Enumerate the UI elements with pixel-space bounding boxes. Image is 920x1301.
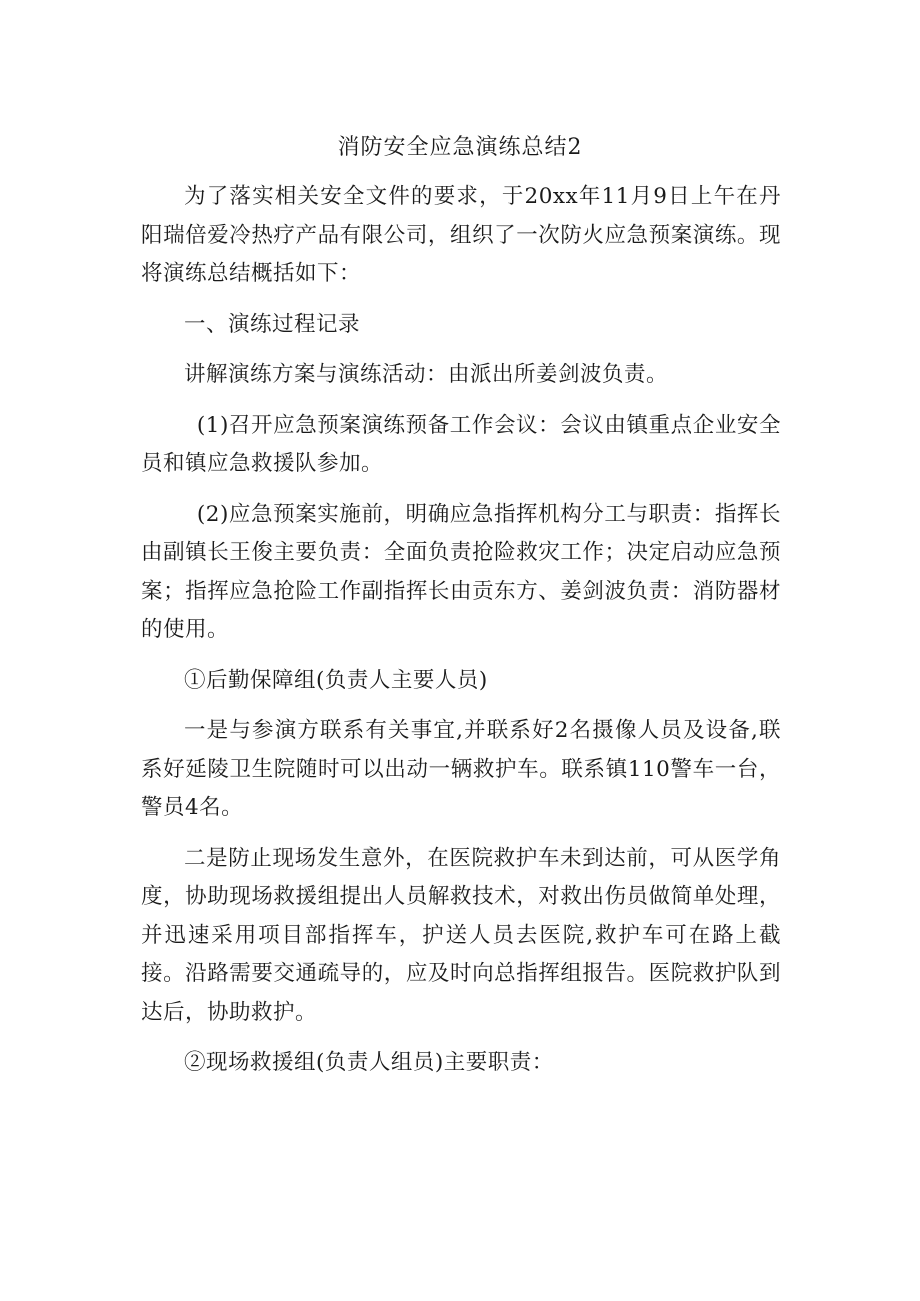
paragraph-logistics-1: 一是与参演方联系有关事宜,并联系好2名摄像人员及设备,联系好延陵卫生院随时可以出动一辆救护车。联系镇110警车一台，警员4名。: [141, 718, 781, 820]
document-title: 消防安全应急演练总结2: [337, 135, 583, 160]
paragraph-item-1: (1)召开应急预案演练预备工作会议：会议由镇重点企业安全员和镇应急救援队参加。: [141, 412, 781, 476]
paragraph-briefing: 讲解演练方案与演练活动：由派出所姜剑波负责。: [184, 362, 669, 387]
paragraph-logistics-heading: ①后勤保障组(负责人主要人员): [184, 667, 488, 693]
section-heading: 一、演练过程记录: [184, 311, 361, 337]
paragraph-rescue-heading: ②现场救援组(负责人组员)主要职责：: [184, 1050, 554, 1075]
paragraph-item-2: (2)应急预案实施前，明确应急指挥机构分工与职责：指挥长由副镇长王俊主要负责：全面负责抢险救灾工作；决定启动应急预案；指挥应急抢险工作副指挥长由贡东方、姜剑波负责：消防器材的使用。: [141, 501, 781, 642]
paragraph-intro: 为了落实相关安全文件的要求，于20xx年11月9日上午在丹阳瑞倍爱冷热疗产品有限公司，组织了一次防火应急预案演练。现将演练总结概括如下：: [141, 184, 781, 286]
paragraph-logistics-2: 二是防止现场发生意外，在医院救护车未到达前，可从医学角度，协助现场救援组提出人员解救技术，对救出伤员做简单处理，并迅速采用项目部指挥车，护送人员去医院,救护车可在路上截接。沿路需要交通疏导的，应及时向总指挥组报告。医院救护队到达后，协助救护。: [141, 845, 781, 1025]
document-body: [141, 178, 781, 1095]
